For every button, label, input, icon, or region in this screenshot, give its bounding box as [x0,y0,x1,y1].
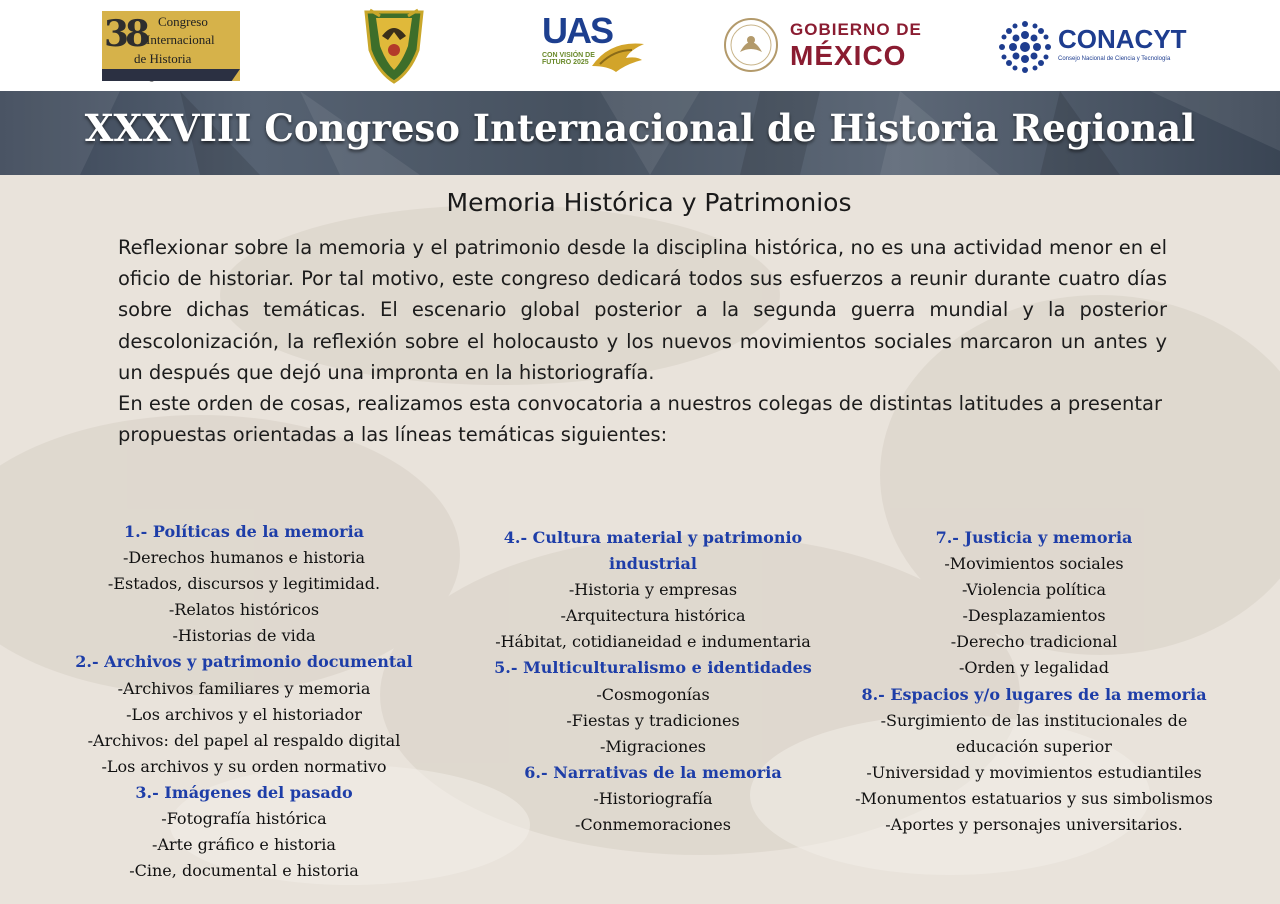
congress-title: XXXVIII Congreso Internacional de Historia Regional [84,106,1196,150]
theme-item: -Archivos: del papel al respaldo digital [87,730,401,750]
congreso-line3: de Historia [134,51,192,66]
theme-item: -Violencia política [961,580,1106,600]
themes-column-3 [844,525,1224,838]
theme-item: -Conmemoraciones [575,815,731,835]
gobierno-line1: GOBIERNO DE [790,20,922,39]
theme-item: -Historia y empresas [568,580,738,600]
uas-subtitle: CON VISIÓN DE FUTURO 2025 [542,52,595,66]
section-title: Memoria Histórica y Patrimonios [446,188,852,217]
logo-bar [0,0,1280,91]
congreso-38-logo [102,11,240,81]
theme-item: -Arquitectura histórica [560,606,746,626]
title-banner [0,91,1280,175]
theme-heading: 1.- Políticas de la memoria [123,522,365,541]
theme-heading: 2.- Archivos y patrimonio documental [75,652,413,672]
theme-item: -Aportes y personajes universitarios. [885,815,1183,835]
theme-item: -Fotografía histórica [161,809,327,829]
gobierno-line2: MÉXICO [790,40,907,71]
uas-shield-logo [360,6,428,86]
theme-item: -Movimientos sociales [944,554,1124,574]
conacyt-dots-icon [996,18,1054,76]
theme-item: -Derechos humanos e historia [122,548,366,568]
uas-text: UAS [542,10,613,51]
theme-item: -Historiografía [593,788,713,808]
theme-item: -Arte gráfico e historia [152,835,336,855]
intro-paragraph-1: Reflexionar sobre la memoria y el patrimonio desde la disciplina histórica, no es una actividad menor en el oficio de historiar. Por tal motivo, este congreso dedicará todos sus esfuerzos a reunir durante cuatro días sobre dichas temáticas. El escenario global posterior a la segunda guerra mundial y la posterior descolonización, la reflexión sobre el holocausto y los nuevos movimientos sociales marcaron un antes y un después que dejó una impronta en la historiografía. [118,236,1167,384]
conacyt-logo [996,18,1192,76]
theme-heading: 4.- Cultura material y patrimonio industrial [503,528,803,574]
theme-item: -Derecho tradicional [950,632,1118,652]
theme-item: -Universidad y movimientos estudiantiles [866,762,1202,782]
congreso-number: 38 [104,13,147,55]
themes-column-2 [470,525,836,838]
uas-eagle-icon [590,36,646,76]
theme-item: -Cosmogonías [596,684,710,704]
theme-item: -Relatos históricos [168,600,320,620]
theme-item: -Surgimiento de las institucionales de educación superior [880,710,1188,756]
mexico-seal-icon [722,16,780,74]
gobierno-mexico-logo [722,16,922,74]
congreso-line1: Congreso [158,14,208,29]
theme-item: -Desplazamientos [962,606,1106,626]
theme-item: -Los archivos y su orden normativo [101,756,387,776]
congreso-band [102,69,240,81]
themes-column-1 [54,519,434,884]
theme-item: -Archivos familiares y memoria [117,678,371,698]
uas-logo [538,10,646,76]
theme-item: -Hábitat, cotidianeidad e indumentaria [495,632,811,652]
theme-item: -Los archivos y el historiador [126,704,362,724]
theme-heading: 8.- Espacios y/o lugares de la memoria [861,684,1207,704]
theme-heading: 3.- Imágenes del pasado [135,782,353,802]
theme-item: -Monumentos estatuarios y sus simbolismos [855,788,1213,808]
conacyt-subtitle: Consejo Nacional de Ciencia y Tecnología [1058,56,1171,62]
theme-item: -Historias de vida [172,626,316,646]
theme-heading: 7.- Justicia y memoria [935,528,1133,547]
theme-heading: 6.- Narrativas de la memoria [524,762,782,782]
conacyt-text: CONACYT [1058,24,1187,54]
theme-heading: 5.- Multiculturalismo e identidades [494,658,812,678]
theme-item: -Estados, discursos y legitimidad. [107,574,381,594]
intro-paragraph-2: En este orden de cosas, realizamos esta convocatoria a nuestros colegas de distintas latitudes a presentar propuestas orientadas a las líneas temáticas siguientes: [118,392,1163,447]
congreso-line2: Internacional [146,32,215,47]
theme-item: -Cine, documental e historia [129,861,359,881]
theme-item: -Fiestas y tradiciones [566,710,740,730]
intro-text [118,232,1167,450]
theme-item: -Orden y legalidad [958,658,1110,678]
theme-item: -Migraciones [599,736,707,756]
